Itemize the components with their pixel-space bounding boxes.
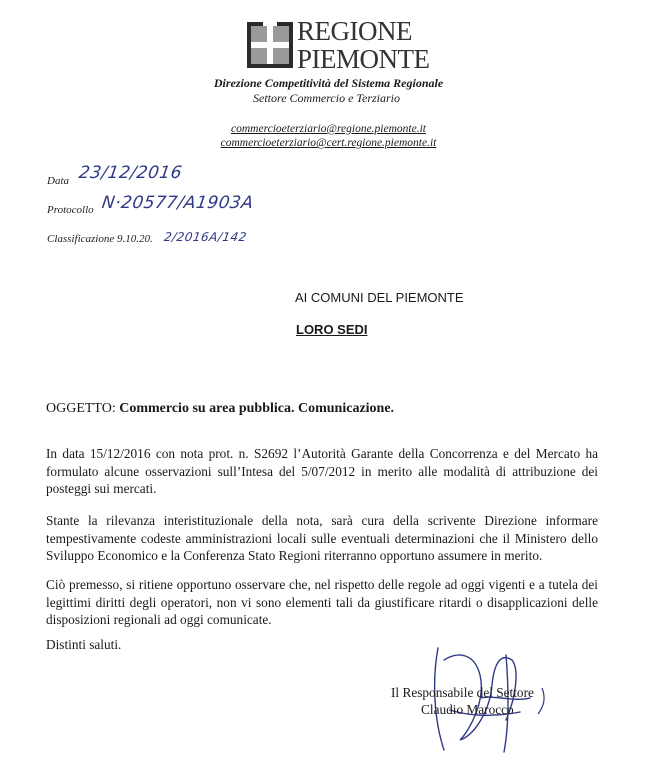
date-label: Data	[47, 175, 69, 187]
classification-value: 2/2016A/142	[163, 230, 248, 244]
email-link-1[interactable]: commercioeterziario@regione.piemonte.it	[231, 123, 426, 135]
direction-name: Direzione Competitività del Sistema Regionale	[213, 76, 444, 90]
subject-label: OGGETTO:	[46, 401, 116, 416]
protocol-value: N·20577/A1903A	[100, 193, 255, 213]
classification-label: Classificazione 9.10.20.	[47, 233, 153, 245]
subject-text: Commercio su area pubblica. Comunicazione.	[119, 401, 395, 416]
email-link-2[interactable]: commercioeterziario@cert.regione.piemonte.it	[220, 137, 437, 149]
body-paragraph-1: In data 15/12/2016 con nota prot. n. S2692 l’Autorità Garante della Concorrenza e del Mercato ha formulato alcune osservazioni sull’Intesa del 5/07/2012 in merito alle modalità di attribuzione dei posteggi sui mercati.	[46, 446, 598, 496]
addressee-line-1: AI COMUNI DEL PIEMONTE	[295, 290, 464, 305]
date-value: 23/12/2016	[77, 163, 184, 183]
sector-name: Settore Commercio e Terziario	[253, 91, 400, 105]
subject-line	[46, 401, 394, 417]
body-paragraph-3: Ciò premesso, si ritiene opportuno osservare che, nel rispetto delle regole ad oggi vigenti e a tutela dei legittimi diritti degli operatori, non vi sono elementi tali da giustificare ritardi o disapplicazioni delle disposizioni regionali ad oggi comunicate.	[46, 577, 598, 627]
regione-piemonte-logo-icon	[247, 22, 293, 68]
body-paragraph-2: Stante la rilevanza interistituzionale della nota, sarà cura della scrivente Direzione informare tempestivamente codeste amministrazioni locali sulle eventuali determinazioni che il Ministero dello Sviluppo Economico e la Conferenza Stato Regioni riterranno opportuno assumere in merito.	[46, 513, 598, 563]
closing-salutation: Distinti saluti.	[46, 637, 122, 652]
protocol-label: Protocollo	[47, 204, 94, 216]
signature-name: Claudio Marocco	[421, 702, 514, 717]
logo-text-piemonte: PIEMONTE	[297, 44, 430, 74]
logo-text-regione: REGIONE	[297, 16, 412, 46]
addressee-line-2: LORO SEDI	[296, 322, 368, 337]
signature-title: Il Responsabile del Settore	[391, 685, 534, 700]
